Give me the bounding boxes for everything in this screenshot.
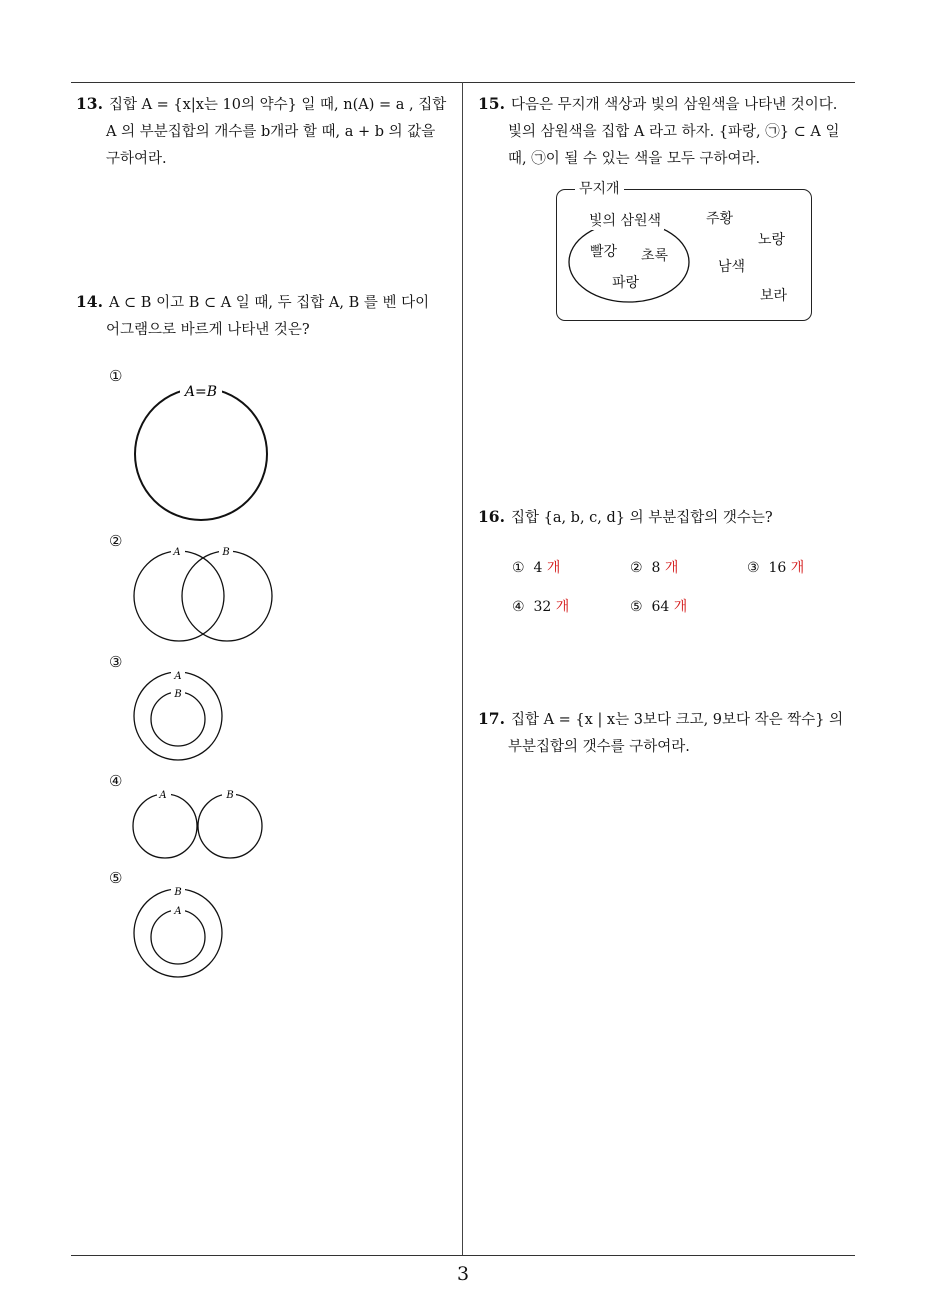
question-15: [478, 90, 863, 173]
rainbow-set-title: 무지개: [575, 178, 624, 198]
venn-label: B: [222, 547, 230, 558]
option-marker: ②: [630, 560, 643, 576]
question-17: [478, 705, 863, 761]
question-text-line: 구하여라.: [106, 151, 167, 167]
question-number: 13.: [76, 94, 103, 113]
option-value: 8: [651, 560, 661, 576]
venn-label: A: [174, 671, 182, 682]
option-unit: 개: [673, 599, 688, 615]
choice-4-marker[interactable]: ④: [109, 772, 123, 790]
choice-3-marker[interactable]: ③: [109, 653, 123, 671]
question-text-line: 빛의 삼원색을 집합 A 라고 하자. {파랑, ㉠} ⊂ A 일: [508, 124, 840, 140]
option-unit: 개: [664, 560, 679, 576]
question-13: [76, 90, 456, 173]
question-text-line: 집합 {a, b, c, d} 의 부분집합의 갯수는?: [510, 510, 773, 526]
color-violet: 보라: [760, 288, 788, 304]
question-text-line: 때, ㉠이 될 수 있는 색을 모두 구하여라.: [508, 151, 761, 167]
venn-choice-5[interactable]: [125, 882, 235, 982]
option-marker: ①: [512, 560, 525, 576]
question-text-line: 다음은 무지개 색상과 빛의 삼원색을 나타낸 것이다.: [510, 97, 838, 113]
option-2[interactable]: [630, 557, 678, 577]
color-yellow: 노랑: [758, 232, 786, 248]
choice-2-marker[interactable]: ②: [109, 532, 123, 550]
page-number: 3: [456, 1263, 470, 1285]
question-14: [76, 288, 456, 344]
primary-colors-ellipse: [566, 222, 696, 308]
venn-choice-2[interactable]: [125, 540, 285, 648]
option-3[interactable]: [747, 557, 804, 577]
question-16: [478, 503, 858, 532]
primary-colors-title: 빛의 삼원색: [586, 210, 664, 230]
option-marker: ⑤: [630, 599, 643, 615]
top-rule: [71, 82, 855, 83]
column-divider: [462, 82, 463, 1255]
color-blue: 파랑: [612, 275, 640, 291]
option-value: 16: [768, 560, 787, 576]
venn-choice-4[interactable]: [125, 785, 270, 865]
option-value: 32: [533, 599, 552, 615]
choice-5-marker[interactable]: ⑤: [109, 869, 123, 887]
question-number: 14.: [76, 292, 103, 311]
question-text-line: 부분집합의 갯수를 구하여라.: [508, 739, 690, 755]
question-number: 17.: [478, 709, 505, 728]
venn-label: A: [173, 547, 181, 558]
venn-choice-1[interactable]: [125, 378, 280, 528]
color-green: 초록: [641, 248, 669, 264]
option-value: 64: [651, 599, 670, 615]
question-text-line: 집합 A = {x|x는 10의 약수} 일 때, n(A) = a , 집합: [108, 97, 447, 113]
option-value: 4: [533, 560, 543, 576]
color-indigo: 남색: [718, 259, 746, 275]
question-text-line: A ⊂ B 이고 B ⊂ A 일 때, 두 집합 A, B 를 벤 다이: [108, 295, 430, 311]
question-text-line: 어그램으로 바르게 나타낸 것은?: [106, 322, 310, 338]
option-unit: 개: [546, 560, 561, 576]
option-marker: ④: [512, 599, 525, 615]
bottom-rule: [71, 1255, 855, 1256]
question-number: 16.: [478, 507, 505, 526]
option-5[interactable]: [630, 596, 687, 616]
color-red: 빨강: [590, 244, 618, 260]
choice-1-marker[interactable]: ①: [109, 367, 123, 385]
venn-label: B: [174, 887, 182, 898]
venn-label: B: [174, 689, 182, 700]
question-number: 15.: [478, 94, 505, 113]
venn-label: B: [226, 790, 234, 801]
venn-label: A=B: [184, 384, 218, 400]
venn-label: A: [159, 790, 167, 801]
venn-label: A: [174, 906, 182, 917]
option-unit: 개: [790, 560, 805, 576]
question-text-line: A 의 부분집합의 개수를 b개라 할 때, a + b 의 값을: [106, 124, 436, 140]
color-orange: 주황: [706, 211, 734, 227]
option-marker: ③: [747, 560, 760, 576]
question-text-line: 집합 A = {x | x는 3보다 크고, 9보다 작은 짝수} 의: [510, 712, 844, 728]
option-1[interactable]: [512, 557, 560, 577]
option-unit: 개: [555, 599, 570, 615]
venn-choice-3[interactable]: [125, 664, 235, 764]
option-4[interactable]: [512, 596, 569, 616]
